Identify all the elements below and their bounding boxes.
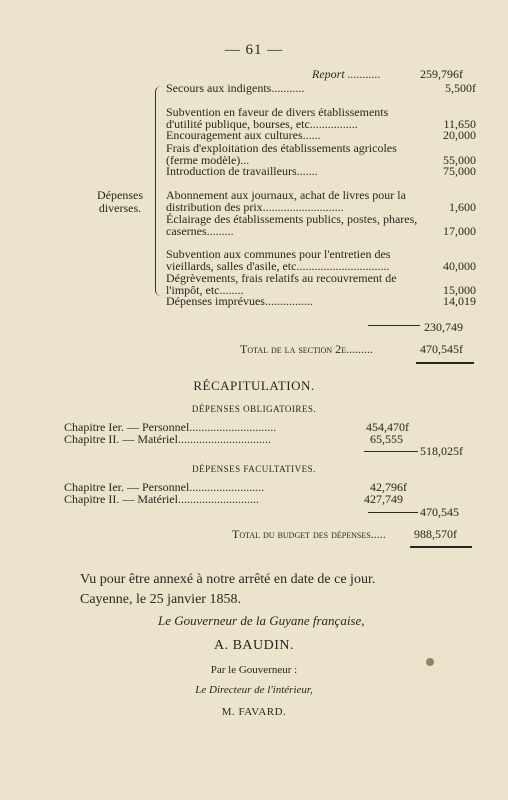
- expense-item-value: 1,600: [449, 199, 476, 214]
- expense-item: [166, 130, 476, 142]
- director-title: Le Directeur de l'intérieur,: [195, 684, 313, 696]
- expense-item-value: 17,000: [443, 223, 476, 238]
- ink-spot: [426, 658, 434, 666]
- budget-total-value: 988,570f: [414, 527, 457, 541]
- expense-item-value: 11,650: [443, 116, 476, 131]
- obligatoires-total: 518,025f: [420, 444, 463, 458]
- subtotal-rule: [368, 325, 420, 326]
- side-label: [88, 189, 152, 215]
- facultatives-row-label: Chapitre Ier. — Personnel.........................: [64, 480, 265, 494]
- expense-item-text: Introduction de travailleurs.......: [166, 164, 318, 178]
- side-label-line1: Dépenses: [97, 188, 143, 202]
- governor-title: Le Gouverneur de la Guyane française,: [158, 613, 365, 628]
- brace: [155, 86, 163, 296]
- par-le-gouverneur: Par le Gouverneur :: [210, 664, 298, 676]
- expense-item-text: Abonnement aux journaux, achat de livres pour la distribution des prix...........................: [166, 188, 406, 214]
- expense-item: [166, 213, 476, 237]
- expense-item-value: 40,000: [443, 258, 476, 273]
- closing-line1: Vu pour être annexé à notre arrêté en date de ce jour.: [80, 572, 376, 587]
- expense-item-text: Dégrèvements, frais relatifs au recouvrement de l'impôt, etc........: [166, 271, 397, 297]
- expense-item-text: Subvention en faveur de divers établissements d'utilité publique, bourses, etc................: [166, 105, 389, 131]
- recap-title: RÉCAPITULATION.: [193, 378, 315, 393]
- expense-item: [166, 178, 476, 213]
- expense-item-value: 14,019: [443, 294, 476, 308]
- expense-item-text: Encouragement aux cultures......: [166, 128, 321, 142]
- facultatives-row-value: 427,749: [364, 492, 403, 506]
- obligatoires-row-label: Chapitre II. — Matériel...............................: [64, 432, 271, 446]
- expense-item-text: Frais d'exploitation des établissements agricoles (ferme modèle)...: [166, 141, 397, 167]
- obligatoires-row-value: 454,470f: [366, 420, 409, 434]
- expense-item-value: 5,500f: [445, 81, 476, 95]
- facultatives-row-value: 42,796f: [370, 480, 407, 494]
- expense-item: [166, 237, 476, 272]
- obligatoires-row-value: 65,555: [370, 432, 403, 446]
- facultatives-title: DÉPENSES FACULTATIVES.: [192, 464, 316, 474]
- governor-name: A. BAUDIN.: [213, 638, 295, 653]
- closing-text: [80, 570, 375, 610]
- expense-items: [166, 83, 476, 308]
- expense-item-text: Subvention aux communes pour l'entretien des vieillards, salles d'asile, etc...............................: [166, 247, 391, 273]
- expense-item-text: Dépenses imprévues................: [166, 294, 313, 308]
- expense-item: [166, 142, 476, 166]
- facultatives-row-label: Chapitre II. — Matériel...........................: [64, 492, 259, 506]
- budget-total-label: Total du budget des dépenses.....: [232, 527, 386, 541]
- page-number: — 61 —: [224, 42, 284, 58]
- total-section-value: 470,545f: [420, 342, 463, 356]
- total-section-label: Total de la section 2e.........: [240, 342, 374, 356]
- expense-item-value: 75,000: [443, 164, 476, 178]
- expense-item-value: 55,000: [443, 152, 476, 167]
- expense-item: [166, 272, 476, 296]
- expense-item: [166, 166, 476, 178]
- director-name: M. FAVARD.: [221, 706, 287, 718]
- total-section-rule: [416, 362, 474, 364]
- obligatoires-row-label: Chapitre Ier. — Personnel.............................: [64, 420, 277, 434]
- expense-item-value: 20,000: [443, 128, 476, 142]
- facultatives-rule: [368, 512, 418, 513]
- side-label-line2: diverses.: [98, 201, 142, 215]
- budget-total-rule: [410, 546, 472, 548]
- expense-item: [166, 83, 476, 95]
- expense-item-value: 15,000: [443, 282, 476, 297]
- expense-item: [166, 95, 476, 130]
- facultatives-total: 470,545: [420, 505, 459, 519]
- subtotal-value: 230,749: [424, 320, 463, 334]
- closing-line2: Cayenne, le 25 janvier 1858.: [80, 592, 241, 607]
- expense-item-text: Secours aux indigents...........: [166, 81, 305, 95]
- obligatoires-title: DÉPENSES OBLIGATOIRES.: [191, 404, 317, 414]
- report-label: Report ...........: [312, 67, 381, 81]
- expense-item: [166, 296, 476, 308]
- expense-item-text: Éclairage des établissements publics, postes, phares, casernes.........: [166, 212, 418, 238]
- report-value: 259,796f: [420, 67, 463, 81]
- obligatoires-rule: [364, 451, 418, 452]
